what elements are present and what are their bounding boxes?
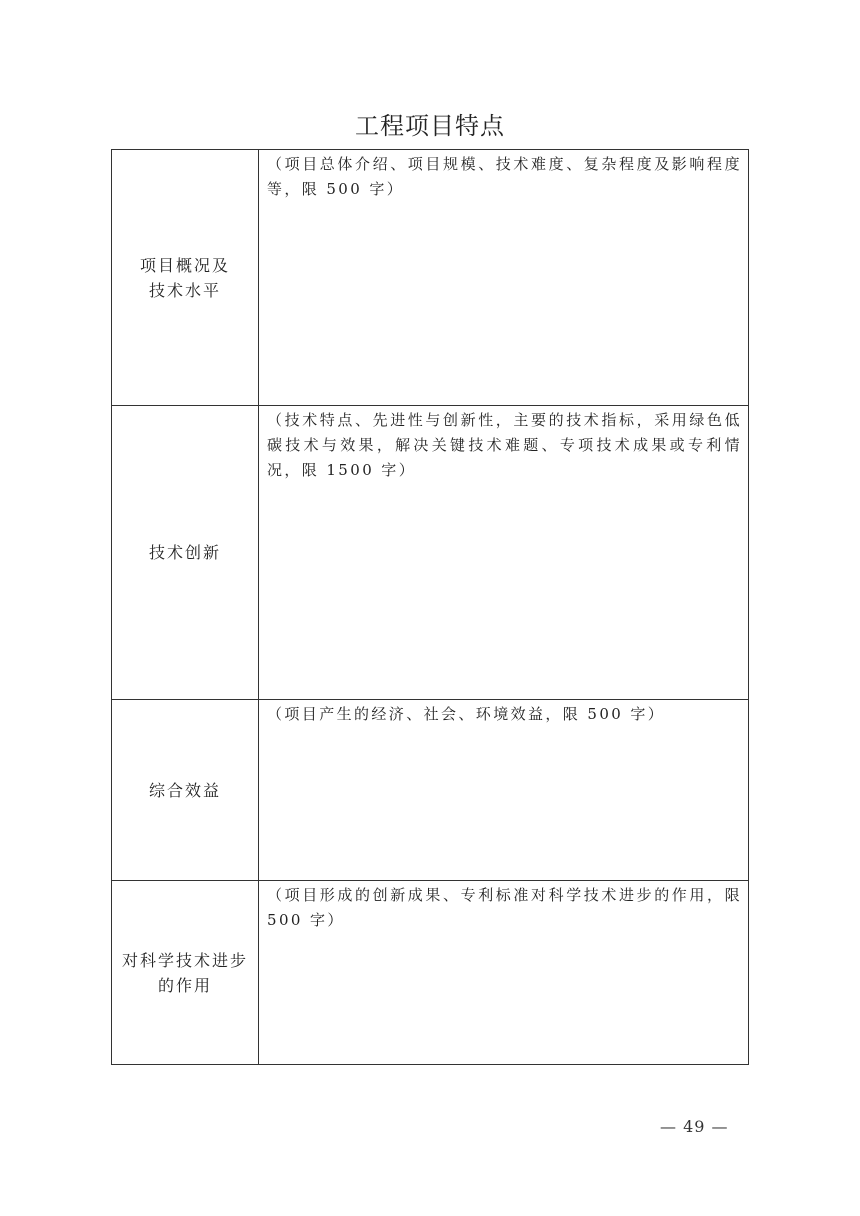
project-features-table — [111, 149, 749, 1065]
row-label-line: 项目概况及 — [139, 255, 230, 275]
row-label-line: 技术水平 — [148, 280, 221, 300]
row-label-line: 技术创新 — [148, 543, 221, 562]
content-hint: （项目形成的创新成果、专利标准对科学技术进步的作用，限 500 字） — [267, 886, 742, 929]
row-label-overview — [112, 150, 259, 406]
row-label-line: 综合效益 — [148, 780, 221, 800]
content-hint: （项目产生的经济、社会、环境效益，限 500 字） — [267, 705, 666, 723]
row-label-line: 的作用 — [157, 975, 212, 995]
table-row — [112, 150, 749, 406]
row-label-contribution — [112, 881, 259, 1065]
content-cell-contribution[interactable] — [259, 881, 749, 1065]
content-cell-overview[interactable] — [259, 150, 749, 406]
row-label-benefits — [112, 700, 259, 881]
table-row — [112, 406, 749, 700]
page-title: 工程项目特点 — [355, 112, 505, 140]
table-row — [112, 700, 749, 881]
row-label-line: 对科学技术进步 — [121, 950, 248, 970]
content-hint: （技术特点、先进性与创新性，主要的技术指标，采用绿色低碳技术与效果，解决关键技术难题、专项技术成果或专利情况，限 1500 字） — [267, 411, 742, 479]
content-cell-benefits[interactable] — [259, 700, 749, 881]
row-label-innovation — [112, 406, 259, 700]
table-row — [112, 881, 749, 1065]
page-number: — 49 — — [660, 1117, 729, 1136]
content-hint: （项目总体介绍、项目规模、技术难度、复杂程度及影响程度等，限 500 字） — [267, 155, 742, 198]
content-cell-innovation[interactable] — [259, 406, 749, 700]
